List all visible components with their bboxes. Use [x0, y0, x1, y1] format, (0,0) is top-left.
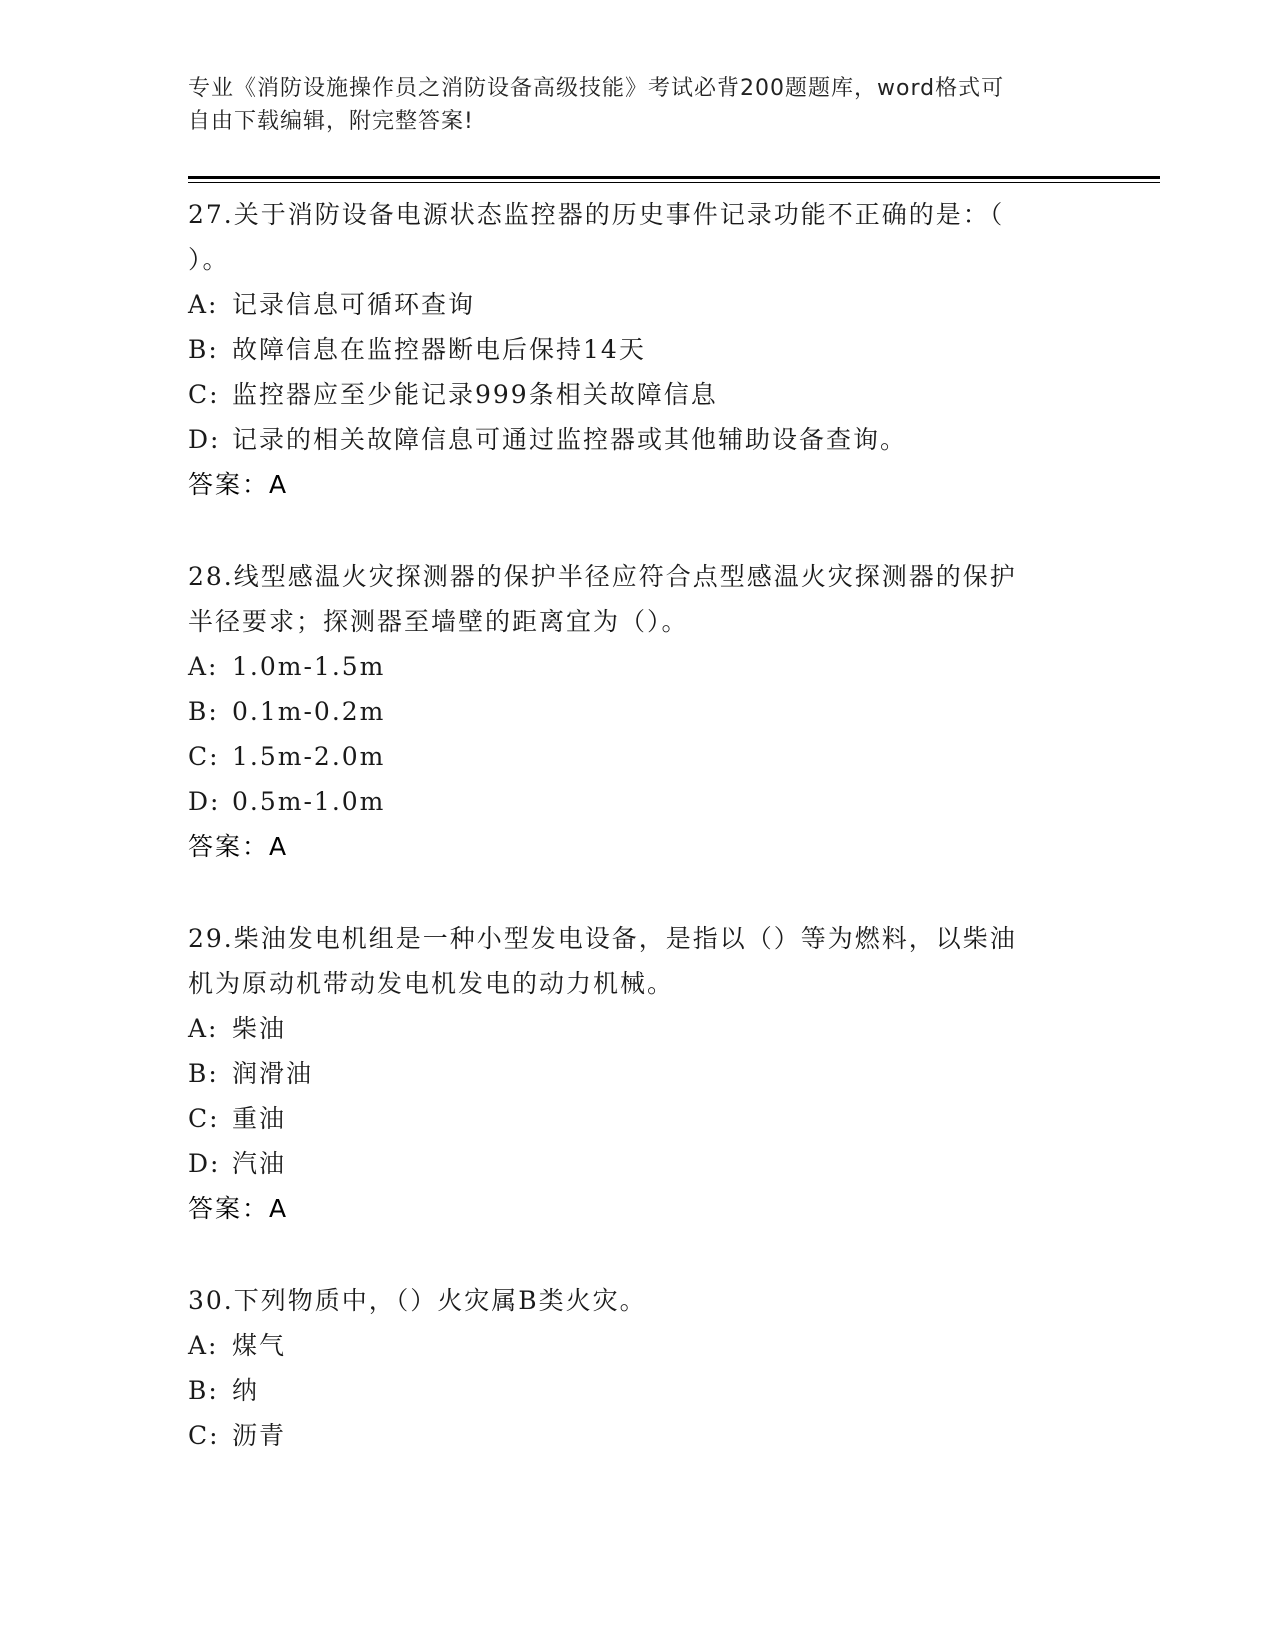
option-text: 故障信息在监控器断电后保持14天 [232, 335, 646, 364]
option-letter: B: [188, 1376, 219, 1405]
document-header [188, 72, 1088, 138]
question-list [188, 192, 1088, 1458]
option-b [188, 1368, 1088, 1413]
option-letter: A: [188, 652, 219, 681]
option-text: 重油 [232, 1104, 287, 1133]
option-letter: A: [188, 1331, 219, 1360]
option-c [188, 372, 1088, 417]
question-stem-line: 半径要求；探测器至墙壁的距离宜为（）。 [188, 607, 689, 636]
answer-line: 答案：A [188, 470, 289, 499]
option-a [188, 1006, 1088, 1051]
option-a [188, 1323, 1088, 1368]
question-block [188, 1278, 1088, 1458]
option-a [188, 282, 1088, 327]
header-rule-thin [188, 182, 1160, 183]
option-text: 柴油 [232, 1014, 287, 1043]
option-letter: A: [188, 1014, 219, 1043]
header-line-1: 专业《消防设施操作员之消防设备高级技能》考试必背200题题库，word格式可 [188, 76, 1005, 101]
option-letter: C: [188, 742, 220, 771]
option-c [188, 734, 1088, 779]
question-block [188, 554, 1088, 869]
option-letter: C: [188, 1104, 220, 1133]
question-stem-line: ）。 [188, 245, 230, 274]
option-text: 沥青 [232, 1421, 287, 1450]
header-rule-thick [188, 176, 1160, 179]
option-letter: B: [188, 335, 219, 364]
option-b [188, 327, 1088, 372]
option-text: 记录的相关故障信息可通过监控器或其他辅助设备查询。 [232, 425, 908, 454]
option-text: 煤气 [232, 1331, 287, 1360]
option-text: 汽油 [232, 1149, 287, 1178]
question-stem-line: 30.下列物质中，（）火灾属B类火灾。 [188, 1286, 647, 1315]
option-text: 监控器应至少能记录999条相关故障信息 [232, 380, 718, 409]
question-stem-line: 28.线型感温火灾探测器的保护半径应符合点型感温火灾探测器的保护 [188, 562, 1017, 591]
question-block [188, 916, 1088, 1231]
option-letter: D: [188, 787, 221, 816]
answer-line: 答案：A [188, 1194, 289, 1223]
option-text: 记录信息可循环查询 [232, 290, 476, 319]
question-stem-line: 27.关于消防设备电源状态监控器的历史事件记录功能不正确的是：（ [188, 200, 1005, 229]
option-d [188, 1141, 1088, 1186]
option-b [188, 1051, 1088, 1096]
option-letter: C: [188, 380, 220, 409]
option-text: 1.0m-1.5m [232, 652, 386, 681]
question-block [188, 192, 1088, 507]
option-text: 0.5m-1.0m [232, 787, 386, 816]
option-letter: A: [188, 290, 219, 319]
option-a [188, 644, 1088, 689]
option-text: 纳 [232, 1376, 260, 1405]
option-text: 润滑油 [232, 1059, 314, 1088]
option-c [188, 1096, 1088, 1141]
question-stem-line: 29.柴油发电机组是一种小型发电设备，是指以（）等为燃料，以柴油 [188, 924, 1017, 953]
option-letter: C: [188, 1421, 220, 1450]
option-letter: D: [188, 425, 221, 454]
option-letter: D: [188, 1149, 221, 1178]
option-letter: B: [188, 1059, 219, 1088]
option-letter: B: [188, 697, 219, 726]
option-b [188, 689, 1088, 734]
option-text: 1.5m-2.0m [232, 742, 386, 771]
answer-line: 答案：A [188, 832, 289, 861]
question-stem-line: 机为原动机带动发电机发电的动力机械。 [188, 969, 675, 998]
option-text: 0.1m-0.2m [232, 697, 386, 726]
option-d [188, 779, 1088, 824]
option-c [188, 1413, 1088, 1458]
header-line-2: 自由下载编辑，附完整答案! [188, 109, 474, 134]
option-d [188, 417, 1088, 462]
